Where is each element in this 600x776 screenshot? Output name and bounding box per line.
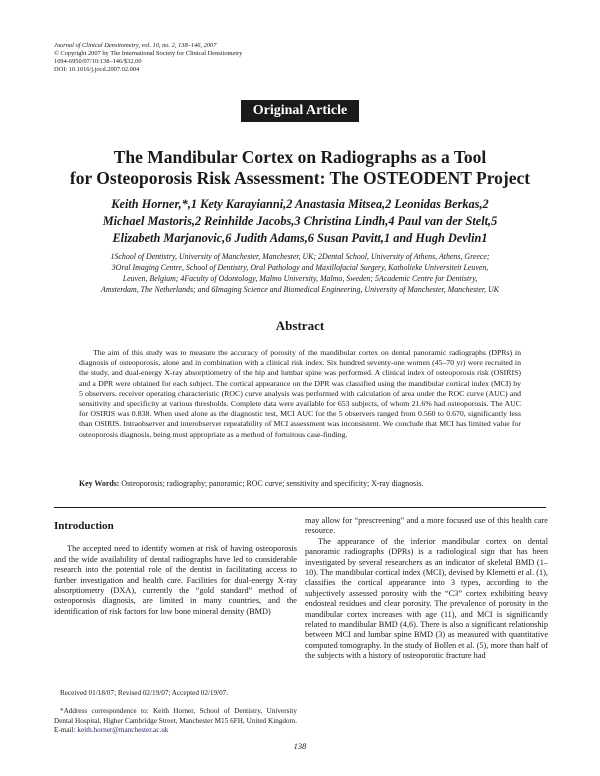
keywords-text: Osteoporosis; radiography; panoramic; ROC curve; sensitivity and specificity; X-ray diagnosis.: [121, 479, 424, 488]
footnote: [54, 689, 297, 736]
article-type-badge: Original Article: [241, 100, 359, 122]
affiliation-line-2: 3Oral Imaging Centre, School of Dentistry, Oral Pathology and Maxillofacial Surgery, Katholieke Universiteit Leuven,: [111, 263, 489, 272]
section-divider: [54, 507, 546, 508]
article-title: [40, 147, 560, 189]
affiliation-line-1: 1School of Dentistry, University of Manchester, Manchester, UK; 2Dental School, University of Athens, Athens, Greece;: [110, 252, 490, 261]
keywords-label: Key Words:: [79, 479, 120, 488]
authors-line-3: Elizabeth Marjanovic,6 Judith Adams,6 Susan Pavitt,1 and Hugh Devlin1: [112, 231, 488, 245]
page-number: 138: [293, 741, 307, 751]
title-line-1: The Mandibular Cortex on Radiographs as a Tool: [113, 147, 487, 167]
copyright-line: © Copyright 2007 by The International Society for Clinical Densitometry: [54, 50, 243, 57]
right-column: [305, 516, 548, 662]
affiliation-line-3: Leuven, Belgium; 4Faculty of Odontology, Malmo University, Malmo, Sweden; 5Academic Centre for Dentistry,: [122, 274, 478, 283]
left-column: [54, 521, 297, 617]
received-dates: Received 01/18/07; Revised 02/19/07; Accepted 02/19/07.: [60, 689, 229, 697]
introduction-heading: Introduction: [54, 520, 114, 532]
issn-line: 1094-6950/07/10:138–146/$32.00: [54, 58, 142, 65]
email-link[interactable]: keith.horner@manchester.ac.uk: [77, 726, 169, 735]
authors-line-1: Keith Horner,*,1 Kety Karayianni,2 Anastasia Mitsea,2 Leonidas Berkas,2: [111, 197, 489, 211]
affiliation-line-4: Amsterdam, The Netherlands; and 6Imaging Science and Biomedical Engineering, University of Manchester, Manchester, UK: [101, 285, 499, 294]
keywords: [79, 479, 521, 489]
authors-line-2: Michael Mastoris,2 Reinhilde Jacobs,3 Christina Lindh,4 Paul van der Stelt,5: [102, 214, 498, 228]
abstract-heading: Abstract: [275, 318, 325, 333]
journal-header: [54, 42, 242, 74]
paragraph-continuation: may allow for “prescreening” and a more focused use of this health care resource.: [305, 516, 548, 536]
introduction-paragraph-1: The accepted need to identify women at risk of having osteoporosis and the wide availability of dental radiographs have led to considerable research into the potential role of the dentist in facilitating access to further investigation and health care. Facilities for dual-energy X-ray absorptiometry (DXA), currently the “gold standard” method of osteoporosis diagnosis, are limited in many countries, and the identification of risk factors for low bone mineral density (BMD): [54, 544, 297, 616]
title-line-2: for Osteoporosis Risk Assessment: The OSTEODENT Project: [69, 168, 531, 188]
address-text: *Address correspondence to: Keith Horner, School of Dentistry, University Dental Hospital, Higher Cambridge Street, Manchester M15 6FH, United Kingdom. E-mail:: [54, 707, 297, 735]
correspondence-address: [54, 707, 297, 735]
introduction-paragraph-2: The appearance of the inferior mandibular cortex on dental panoramic radiographs (DPRs) is a radiological sign that has been investigated by several researchers as an indicator of skeletal BMD (1–10). The mandibular cortical index (MCI), devised by Klemetti et al. (1), classifies the cortical appearance into 3 types, according to the subjectively assessed porosity with the “C3” cortex exhibiting heavy endosteal residues and clear porosity. The prevalence of porosity in the mandibular cortex increases with age (11), and MCI is significantly related to mandibular BMD (4,6). There is also a significant relationship between MCI and lumbar spine BMD (3) as measured with quantitative computed tomography. In the study of Bollen et al. (5), more than half of the subjects with a history of osteoporotic fracture had: [305, 536, 548, 661]
abstract-text: The aim of this study was to measure the accuracy of porosity of the mandibular cortex on dental panoramic radiographs (DPRs) in diagnosis of osteoporosis, alone and in combination with a clinical risk index. Six hundred seventy-one women (45–70 yr) were recruited in the study, and dual-energy X-ray absorptiometry of the hip and lumbar spine was performed. A clinical index of osteoporosis risk (OSIRIS) and a DPR were obtained for each subject. The cortical appearance on the DPR was classified using the mandibular cortical index (MCI) by 5 observers. receiver operating characteristic (ROC) curve analysis was performed with calculation of area under the ROC curve (AUC) and sensitivity and specificity at various thresholds. Complete data were available for 653 subjects, of whom 21.6% had osteoporosis. The AUC for OSIRIS was 0.838. When used alone as the diagnostic test, MCI AUC for the 5 observers ranged from 0.560 to 0.670, significantly less than OSIRIS. Intraobserver and interobserver repeatability of MCI assessment was inconsistent. We conclude that MCI has limited value for osteoporosis diagnosis, being most appropriate as a method of fortuitous case-finding.: [79, 348, 521, 439]
doi-line: DOI: 10.1016/j.jocd.2007.02.004: [54, 66, 140, 73]
author-list: [50, 196, 550, 247]
affiliations: [40, 251, 560, 295]
journal-citation: Journal of Clinical Densitometry, vol. 10, no. 2, 138–146, 2007: [54, 42, 217, 49]
